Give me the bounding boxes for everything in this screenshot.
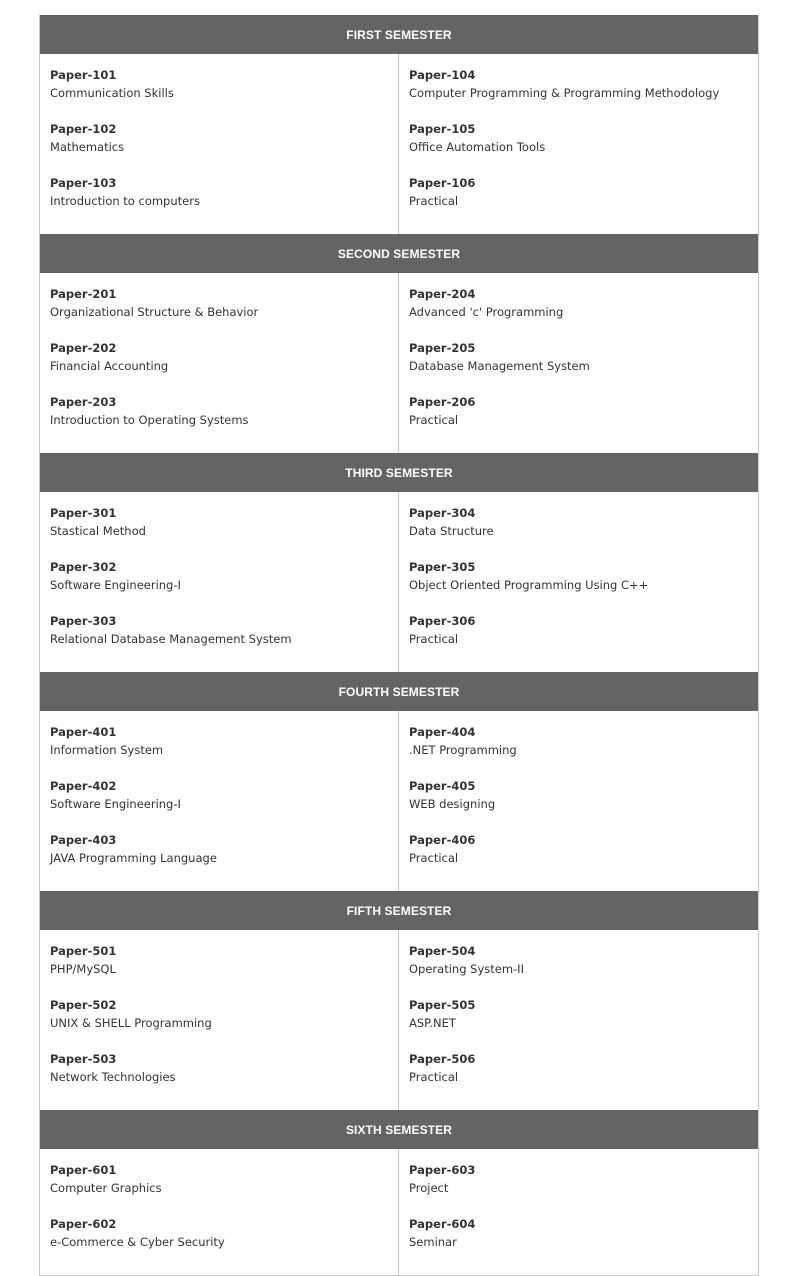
paper-title: Relational Database Management System bbox=[50, 632, 292, 646]
paper-code: Paper-202 bbox=[50, 341, 117, 355]
paper-item bbox=[409, 339, 748, 393]
paper-title: Communication Skills bbox=[50, 86, 174, 100]
paper-code: Paper-204 bbox=[409, 287, 476, 301]
paper-item bbox=[50, 612, 388, 666]
semester-section bbox=[40, 234, 758, 453]
paper-code: Paper-601 bbox=[50, 1163, 117, 1177]
paper-title: Database Management System bbox=[409, 359, 590, 373]
paper-item bbox=[50, 723, 388, 777]
paper-title: e-Commerce & Cyber Security bbox=[50, 1235, 225, 1249]
paper-title: Advanced 'c' Programming bbox=[409, 305, 564, 319]
paper-title: Computer Programming & Programming Methodology bbox=[409, 86, 720, 100]
paper-code: Paper-303 bbox=[50, 614, 117, 628]
paper-item bbox=[50, 996, 388, 1050]
paper-code: Paper-402 bbox=[50, 779, 117, 793]
paper-item bbox=[409, 558, 748, 612]
paper-title: Software Engineering-I bbox=[50, 797, 181, 811]
paper-title: Practical bbox=[409, 632, 459, 646]
paper-title: Introduction to computers bbox=[50, 194, 200, 208]
semester-section bbox=[40, 1110, 758, 1275]
paper-item bbox=[50, 942, 388, 996]
paper-item bbox=[409, 66, 748, 120]
paper-column-right bbox=[399, 54, 758, 234]
paper-item bbox=[50, 777, 388, 831]
paper-title: JAVA Programming Language bbox=[50, 851, 217, 865]
paper-title: Introduction to Operating Systems bbox=[50, 413, 249, 427]
paper-title: ASP.NET bbox=[409, 1016, 456, 1030]
paper-column-left bbox=[40, 1149, 399, 1275]
semester-title: SIXTH SEMESTER bbox=[40, 1110, 758, 1149]
paper-item bbox=[409, 777, 748, 831]
semester-papers bbox=[40, 54, 758, 234]
paper-title: Project bbox=[409, 1181, 449, 1195]
paper-code: Paper-205 bbox=[409, 341, 476, 355]
paper-code: Paper-502 bbox=[50, 998, 117, 1012]
semester-papers bbox=[40, 273, 758, 453]
semester-papers bbox=[40, 930, 758, 1110]
paper-column-right bbox=[399, 1149, 758, 1275]
paper-code: Paper-604 bbox=[409, 1217, 476, 1231]
paper-item bbox=[50, 120, 388, 174]
paper-item bbox=[50, 1215, 388, 1269]
paper-item bbox=[409, 723, 748, 777]
paper-title: UNIX & SHELL Programming bbox=[50, 1016, 212, 1030]
paper-item bbox=[409, 1050, 748, 1104]
paper-column-right bbox=[399, 273, 758, 453]
curriculum-table bbox=[39, 15, 759, 1276]
paper-title: Practical bbox=[409, 1070, 459, 1084]
paper-code: Paper-403 bbox=[50, 833, 117, 847]
paper-item bbox=[409, 174, 748, 228]
paper-item bbox=[50, 504, 388, 558]
paper-code: Paper-305 bbox=[409, 560, 476, 574]
paper-item bbox=[409, 285, 748, 339]
paper-item bbox=[409, 504, 748, 558]
paper-column-right bbox=[399, 492, 758, 672]
paper-item bbox=[50, 174, 388, 228]
paper-item bbox=[50, 558, 388, 612]
semester-papers bbox=[40, 1149, 758, 1275]
paper-title: Stastical Method bbox=[50, 524, 146, 538]
semester-section bbox=[40, 453, 758, 672]
paper-item bbox=[50, 1050, 388, 1104]
paper-code: Paper-504 bbox=[409, 944, 476, 958]
paper-title: Computer Graphics bbox=[50, 1181, 162, 1195]
paper-title: Practical bbox=[409, 851, 459, 865]
paper-item bbox=[50, 339, 388, 393]
paper-title: Practical bbox=[409, 194, 459, 208]
paper-item bbox=[409, 1161, 748, 1215]
semester-title: FIFTH SEMESTER bbox=[40, 891, 758, 930]
paper-title: Organizational Structure & Behavior bbox=[50, 305, 259, 319]
semester-section bbox=[40, 15, 758, 234]
paper-code: Paper-501 bbox=[50, 944, 117, 958]
paper-code: Paper-503 bbox=[50, 1052, 117, 1066]
paper-title: Network Technologies bbox=[50, 1070, 176, 1084]
semester-section bbox=[40, 891, 758, 1110]
paper-column-right bbox=[399, 930, 758, 1110]
paper-code: Paper-101 bbox=[50, 68, 117, 82]
paper-item bbox=[409, 120, 748, 174]
paper-code: Paper-506 bbox=[409, 1052, 476, 1066]
semester-papers bbox=[40, 492, 758, 672]
paper-title: Office Automation Tools bbox=[409, 140, 546, 154]
paper-item bbox=[50, 393, 388, 447]
paper-title: Practical bbox=[409, 413, 459, 427]
paper-code: Paper-103 bbox=[50, 176, 117, 190]
paper-code: Paper-206 bbox=[409, 395, 476, 409]
semester-title: FOURTH SEMESTER bbox=[40, 672, 758, 711]
paper-code: Paper-603 bbox=[409, 1163, 476, 1177]
paper-code: Paper-404 bbox=[409, 725, 476, 739]
paper-title: Object Oriented Programming Using C++ bbox=[409, 578, 649, 592]
semester-title: FIRST SEMESTER bbox=[40, 15, 758, 54]
paper-column-left bbox=[40, 711, 399, 891]
paper-column-left bbox=[40, 273, 399, 453]
paper-code: Paper-203 bbox=[50, 395, 117, 409]
paper-title: .NET Programming bbox=[409, 743, 517, 757]
paper-item bbox=[409, 1215, 748, 1269]
paper-item bbox=[409, 942, 748, 996]
paper-item bbox=[50, 831, 388, 885]
paper-item bbox=[50, 285, 388, 339]
paper-title: Information System bbox=[50, 743, 164, 757]
semester-section bbox=[40, 672, 758, 891]
paper-item bbox=[409, 996, 748, 1050]
paper-code: Paper-302 bbox=[50, 560, 117, 574]
paper-item bbox=[409, 393, 748, 447]
paper-code: Paper-301 bbox=[50, 506, 117, 520]
paper-title: Operating System-II bbox=[409, 962, 524, 976]
paper-code: Paper-602 bbox=[50, 1217, 117, 1231]
paper-title: WEB designing bbox=[409, 797, 496, 811]
paper-title: PHP/MySQL bbox=[50, 962, 116, 976]
semester-papers bbox=[40, 711, 758, 891]
paper-title: Software Engineering-I bbox=[50, 578, 181, 592]
paper-item bbox=[409, 612, 748, 666]
paper-code: Paper-406 bbox=[409, 833, 476, 847]
paper-code: Paper-505 bbox=[409, 998, 476, 1012]
paper-title: Financial Accounting bbox=[50, 359, 169, 373]
paper-code: Paper-106 bbox=[409, 176, 476, 190]
paper-title: Seminar bbox=[409, 1235, 457, 1249]
paper-code: Paper-306 bbox=[409, 614, 476, 628]
paper-code: Paper-201 bbox=[50, 287, 117, 301]
paper-column-right bbox=[399, 711, 758, 891]
paper-column-left bbox=[40, 54, 399, 234]
paper-column-left bbox=[40, 492, 399, 672]
paper-item bbox=[50, 66, 388, 120]
paper-code: Paper-105 bbox=[409, 122, 476, 136]
paper-code: Paper-405 bbox=[409, 779, 476, 793]
paper-code: Paper-304 bbox=[409, 506, 476, 520]
paper-code: Paper-102 bbox=[50, 122, 117, 136]
paper-item bbox=[50, 1161, 388, 1215]
semester-title: THIRD SEMESTER bbox=[40, 453, 758, 492]
paper-title: Data Structure bbox=[409, 524, 494, 538]
paper-code: Paper-401 bbox=[50, 725, 117, 739]
paper-code: Paper-104 bbox=[409, 68, 476, 82]
paper-item bbox=[409, 831, 748, 885]
paper-column-left bbox=[40, 930, 399, 1110]
paper-title: Mathematics bbox=[50, 140, 125, 154]
semester-title: SECOND SEMESTER bbox=[40, 234, 758, 273]
